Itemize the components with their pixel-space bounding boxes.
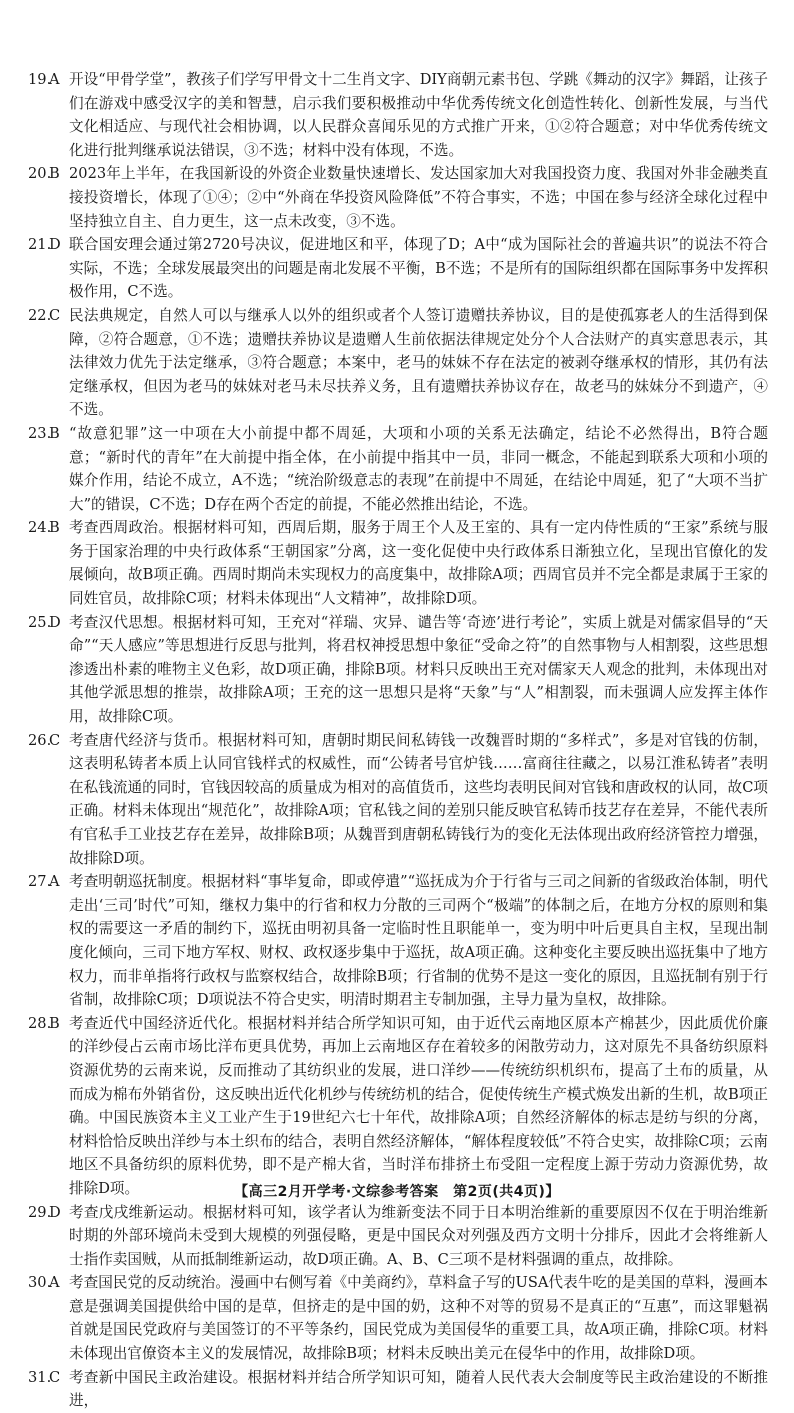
answer-item-28 (28, 1012, 768, 1201)
answer-item-31 (28, 1366, 768, 1413)
question-number: 25. (28, 613, 52, 631)
answer-letter: C (49, 306, 61, 324)
answer-page (28, 68, 768, 1413)
question-number: 31. (28, 1368, 52, 1386)
answer-item-23 (28, 422, 768, 516)
question-number: 28. (28, 1014, 52, 1032)
answer-letter: B (49, 424, 60, 442)
question-number: 27. (28, 873, 52, 891)
answer-explanation: “故意犯罪”这一中项在大小前提中都不周延，大项和小项的关系无法确定，结论不必然得出，B符合题意；“新时代的青年”在大前提中指全体，在小前提中指其中一员，非同一概念，不能起到联系大项和小项的媒介作用，结论不成立，A不选；“统治阶级意志的表现”在前提中不周延，在结论中周延，犯了“大项不当扩大”的错误，C不选；D存在两个否定的前提，不能必然推出结论，不选。 (69, 424, 768, 513)
answer-explanation: 考查西周政治。根据材料可知，西周后期，服务于周王个人及王室的、具有一定内侍性质的“王家”系统与服务于国家治理的中央行政体系“王朝国家”分离，这一变化促使中央行政体系日渐独立化，呈现出官僚化的发展倾向，故B项正确。西周时期尚未实现权力的高度集中，故排除A项；西周官员并不完全都是隶属于王家的同姓官员，故排除C项；材料未体现出“人文精神”，故排除D项。 (69, 519, 768, 608)
answer-explanation: 考查汉代思想。根据材料可知，王充对“祥瑞、灾异、谴告等‘奇迹’进行考论”，实质上就是对儒家倡导的“天命”“天人感应”等思想进行反思与批判，将君权神授思想中象征“受命之符”的自然事物与人相割裂，这些思想渗透出朴素的唯物主义色彩，故D项正确，排除B项。材料只反映出王充对儒家天人观念的批判，未体现出对其他学派思想的推崇，故排除A项；王充的这一思想只是将“天象”与“人”相割裂，而未强调人应发挥主体作用，故排除C项。 (69, 613, 768, 726)
answer-explanation: 考查近代中国经济近代化。根据材料并结合所学知识可知，由于近代云南地区原本产棉甚少，因此质优价廉的洋纱侵占云南市场比洋布更具优势，再加上云南地区存在着较多的闲散劳动力，这对原先不具备纺织原料资源优势的云南来说，反而推动了其纺织业的发展，进口洋纱——传统纺织机织布，提高了土布的质量，从而成为棉布外销省份，这反映出近代化机纱与传统纺机的结合，促使传统生产模式焕发出新的生机，故B项正确。中国民族资本主义工业产生于19世纪六七十年代，故排除A项；自然经济解体的标志是纺与织的分离，材料恰恰反映出洋纱与本土织布的结合，表明自然经济解体，“解体程度较低”不符合史实，故排除C项；云南地区不具备纺织的原料优势，即不是产棉大省，当时洋布排挤土布受阻一定程度上源于劳动力资源优势，故排除D项。 (69, 1014, 768, 1197)
answer-item-27 (28, 870, 768, 1012)
answer-letter: A (49, 873, 60, 891)
answer-item-24 (28, 516, 768, 610)
answer-letter: D (49, 613, 61, 631)
answer-item-29 (28, 1201, 768, 1272)
question-number: 20. (28, 165, 52, 183)
answer-explanation: 考查唐代经济与货币。根据材料可知，唐朝时期民间私铸钱一改魏晋时期的“多样式”，多是对官钱的仿制，这表明私铸者本质上认同官钱样式的权威性，而“公铸者号官炉钱……富商往往藏之，以易江淮私铸者”表明在私钱流通的同时，官钱因较高的质量成为相对的高值货币，这些均表明民间对官钱和唐政权的认同，故C项正确。材料未体现出“规范化”，故排除A项；官私钱之间的差别只能反映官私铸币技艺存在差异，不能代表所有官私手工业技艺存在差异，故排除B项；从魏晋到唐朝私铸钱行为的变化无法体现出政府经济管控力增强，故排除D项。 (69, 731, 768, 867)
answer-letter: B (49, 1014, 60, 1032)
answer-letter: C (49, 1368, 61, 1386)
answer-explanation: 考查戊戌维新运动。根据材料可知，该学者认为维新变法不同于日本明治维新的重要原因不仅在于明治维新时期的外部环境尚未受到大规模的列强侵略，更是中国民众对列强及西方文明十分排斥，因此才会将维新人士指作卖国贼，从而抵制维新运动，故D项正确。A、B、C三项不是材料强调的重点，故排除。 (69, 1203, 768, 1268)
question-number: 30. (28, 1274, 52, 1292)
answer-item-26 (28, 729, 768, 871)
answer-explanation: 考查国民党的反动统治。漫画中右侧写着《中美商约》，草料盒子写的USA代表牛吃的是美国的草料，漫画本意是强调美国提供给中国的是草，但挤走的是中国的奶，这种不对等的贸易不是真正的“互惠”，而这罪魁祸首就是国民党政府与美国签订的不平等条约，国民党成为美国侵华的重要工具，故A项正确，排除C项。材料未体现出官僚资本主义的发展情况，故排除B项；材料未反映出美元在侵华中的作用，故排除D项。 (69, 1274, 768, 1363)
question-number: 21. (28, 236, 52, 254)
answer-item-19 (28, 68, 768, 162)
answer-item-22 (28, 304, 768, 422)
answer-explanation: 联合国安理会通过第2720号决议，促进地区和平，体现了D；A中“成为国际社会的普遍共识”的说法不符合实际，不选；全球发展最突出的问题是南北发展不平衡，B不选；不是所有的国际组织都在国际事务中发挥积极作用，C不选。 (69, 236, 768, 301)
answer-letter: A (49, 1274, 60, 1292)
answer-letter: D (49, 1203, 61, 1221)
page-footer: 【高三2月开学考·文综参考答案 第2页(共4页)】 (234, 1184, 560, 1200)
answer-explanation: 民法典规定，自然人可以与继承人以外的组织或者个人签订遗赠扶养协议，目的是使孤寡老人的生活得到保障，②符合题意，①不选；遗赠扶养协议是遗赠人生前依据法律规定处分个人合法财产的真实意思表示，其法律效力优先于法定继承，③符合题意；本案中，老马的妹妹不存在法定的被剥夺继承权的情形，其仍有法定继承权，但因为老马的妹妹对老马未尽扶养义务，且有遗赠扶养协议存在，故老马的妹妹分不到遗产，④不选。 (69, 306, 768, 419)
answer-explanation: 考查新中国民主政治建设。根据材料并结合所学知识可知，随着人民代表大会制度等民主政治建设的不断推进， (69, 1368, 768, 1410)
question-number: 26. (28, 731, 52, 749)
question-number: 19. (28, 71, 52, 88)
answer-explanation: 考查明朝巡抚制度。根据材料“事毕复命，即或停遣”“巡抚成为介于行省与三司之间新的省级政治体制，明代走出‘三司’时代”可知，继权力集中的行省和权力分散的三司两个“极端”的体制之后，在地方分权的原则和集权的需要这一矛盾的制约下，巡抚由明初具备一定临时性且职能单一，变为明中叶后更具自主权，呈现出制度化倾向，三司下地方军权、财权、政权逐步集中于巡抚，故A项正确。这种变化主要反映出巡抚集中了地方权力，而非单指将行政权与监察权结合，故排除B项；行省制的优势不是这一变化的原因，且巡抚制有别于行省制，故排除C项；D项说法不符合史实，明清时期君主专制加强，主导力量为皇权，故排除。 (69, 873, 768, 1009)
answer-letter: B (49, 165, 60, 183)
answer-explanation: 2023年上半年，在我国新设的外资企业数量快速增长、发达国家加大对我国投资力度、我国对外非金融类直接投资增长，体现了①④；②中“外商在华投资风险降低”不符合事实，不选；中国在参与经济全球化过程中坚持独立自主、自力更生，这一点未改变，③不选。 (69, 165, 768, 230)
question-number: 24. (28, 519, 52, 537)
answer-item-20 (28, 162, 768, 233)
answer-letter: B (49, 519, 60, 537)
question-number: 22. (28, 306, 52, 324)
question-number: 23. (28, 424, 52, 442)
answer-item-21 (28, 233, 768, 304)
question-number: 29. (28, 1203, 52, 1221)
answer-letter: D (49, 236, 61, 254)
answer-explanation: 开设“甲骨学堂”，教孩子们学写甲骨文十二生肖文字、DIY商朝元素书包、学跳《舞动的汉字》舞蹈，让孩子们在游戏中感受汉字的美和智慧，启示我们要积极推动中华优秀传统文化创造性转化、创新性发展，与当代文化相适应、与现代社会相协调，以人民群众喜闻乐见的方式推广开来，①②符合题意；对中华优秀传统文化进行批判继承说法错误，③不选；材料中没有体现，不选。 (69, 71, 768, 159)
answer-item-25 (28, 611, 768, 729)
answer-letter: C (49, 731, 61, 749)
answer-item-30 (28, 1271, 768, 1365)
answer-letter: A (49, 71, 60, 88)
